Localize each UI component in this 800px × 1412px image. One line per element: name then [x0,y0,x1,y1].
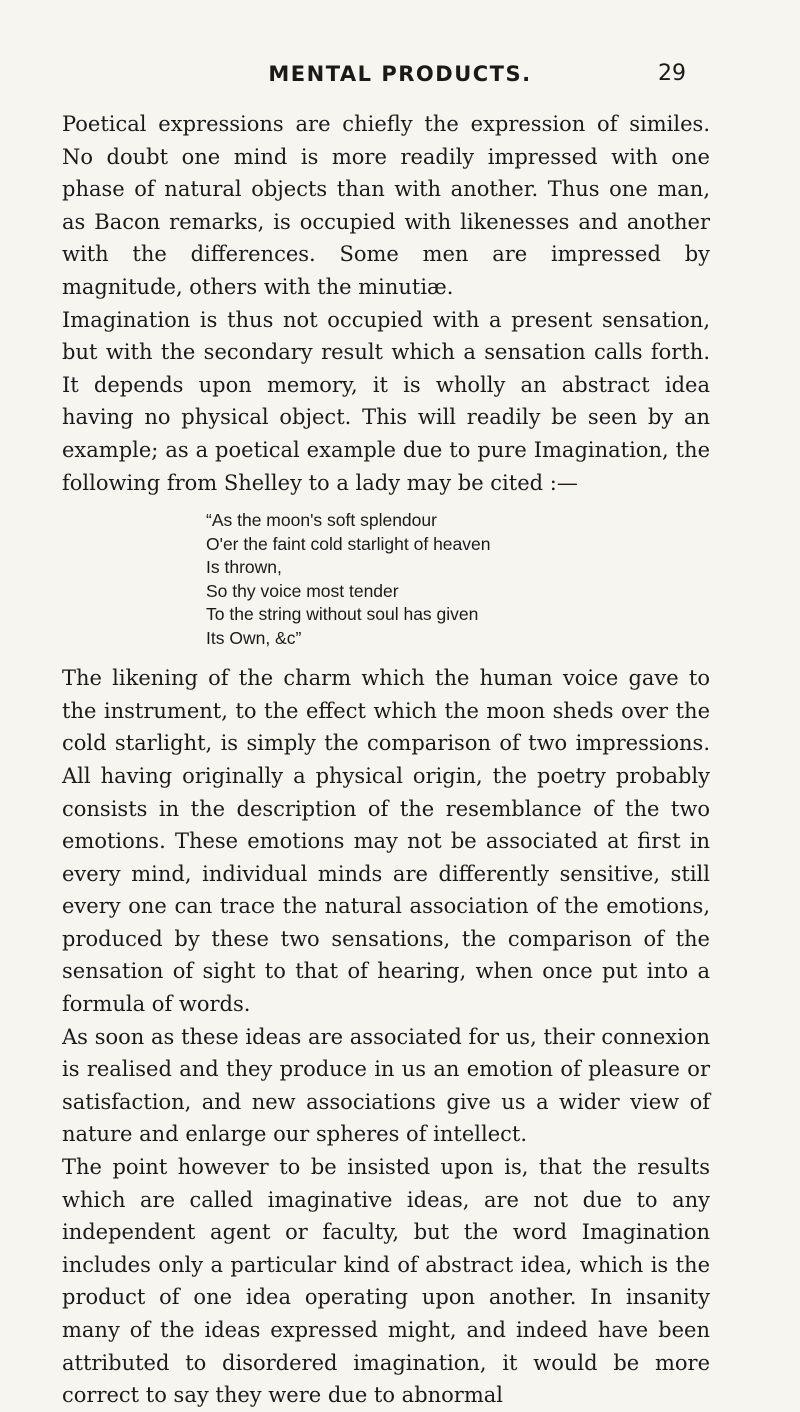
verse-line: So thy voice most tender [206,580,399,601]
verse-line: To the string without soul has given [206,604,479,625]
verse-line: “As the moon's soft splendour [206,510,437,531]
running-title: MENTAL PRODUCTS. [268,62,532,86]
paragraph-imagination: Imagination is thus not occupied with a present sensation, but with the secondary result which a sensation calls forth. It depends upon memory, it is wholly an abstract idea having no physical object. This will readily be seen by an example; as a poetical example due to pure Imagination, the following from Shelley to a lady may be cited :— [62,307,710,495]
verse-line: Is thrown, [206,557,282,578]
paragraph-similes: Poetical expressions are chiefly the expression of similes. No doubt one mind is more readily impressed with one phase of natural objects than with another. Thus one man, as Bacon remarks, is occupied with likenesses and another with the differences. Some men are impressed by magnitude, others with the minutiæ. [62,112,710,299]
verse-quotation [62,509,710,650]
paragraph-point: The point however to be insisted upon is, that the results which are called imaginative ideas, are not due to any independent agent or faculty, but the word Imagination includes only a particular kind of abstract idea, which is the product of one idea operating upon another. In insanity many of the ideas expressed might, and indeed have been attributed to disordered imagination, it would be more correct to say they were due to abnormal [62,1155,710,1408]
paragraph-likening: The likening of the charm which the human voice gave to the instrument, to the effect which the moon sheds over the cold starlight, is simply the comparison of two impressions. All having originally a physical origin, the poetry probably consists in the description of the resemblance of the two emotions. These emotions may not be associated at first in every mind, individual minds are differently sensitive, still every one can trace the natural association of the emotions, produced by these two sensations, the comparison of the sensation of sight to that of hearing, when once put into a formula of words. [62,666,710,1017]
paragraph-association: As soon as these ideas are associated for us, their connexion is realised and they produce in us an emotion of pleasure or satisfaction, and new associations give us a wider view of nature and enlarge our spheres of intellect. [62,1024,710,1147]
verse-line: Its Own, &c” [206,627,302,648]
page-header [0,58,800,90]
page-body [62,108,710,1412]
page-number: 29 [658,61,686,86]
verse-line: O'er the faint cold starlight of heaven [206,533,491,554]
